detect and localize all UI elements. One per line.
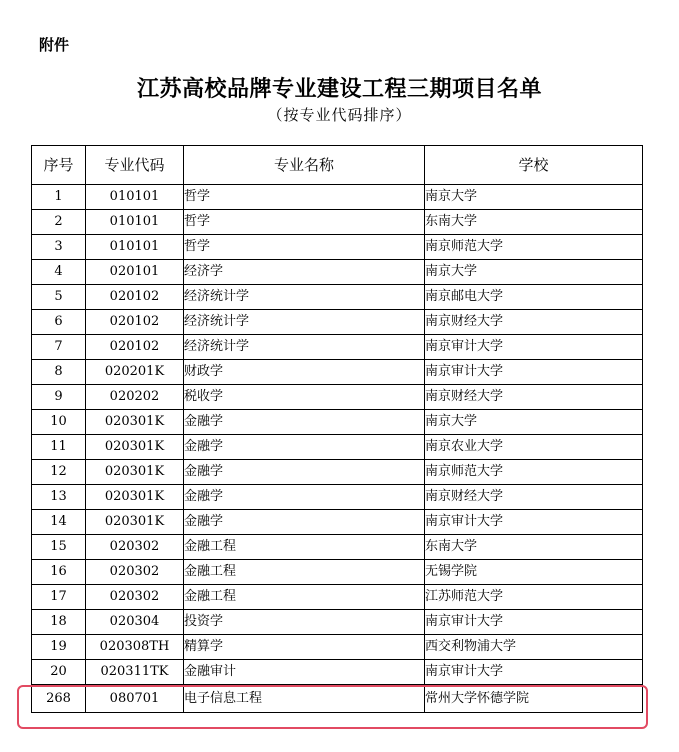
- row-major-name: 经济统计学: [184, 285, 425, 310]
- row-major-name: 哲学: [184, 185, 425, 210]
- row-school: 南京大学: [425, 185, 643, 210]
- row-major-code: 020301K: [86, 460, 184, 485]
- row-index: 14: [32, 510, 86, 535]
- table-row: [32, 235, 643, 260]
- row-major-name: 金融审计: [184, 660, 425, 685]
- table-row: [32, 360, 643, 385]
- table-row: [32, 285, 643, 310]
- row-index: 1: [32, 185, 86, 210]
- highlighted-table-row: [32, 685, 643, 713]
- table-row: [32, 485, 643, 510]
- row-index: 3: [32, 235, 86, 260]
- row-school: 南京师范大学: [425, 460, 643, 485]
- table-row: [32, 635, 643, 660]
- table-body: [32, 185, 643, 685]
- row-major-code: 020102: [86, 285, 184, 310]
- row-school: 东南大学: [425, 535, 643, 560]
- row-major-code: 020302: [86, 585, 184, 610]
- table-row: [32, 210, 643, 235]
- row-major-name: 精算学: [184, 635, 425, 660]
- row-school: 南京师范大学: [425, 235, 643, 260]
- row-major-code: 020301K: [86, 485, 184, 510]
- row-school: 南京大学: [425, 260, 643, 285]
- row-school: 常州大学怀德学院: [425, 685, 643, 713]
- header-index: 序号: [32, 146, 86, 185]
- row-major-name: 投资学: [184, 610, 425, 635]
- row-index: 15: [32, 535, 86, 560]
- row-school: 南京审计大学: [425, 335, 643, 360]
- row-school: 西交利物浦大学: [425, 635, 643, 660]
- table-row: [32, 560, 643, 585]
- table-row: [32, 460, 643, 485]
- row-school: 南京邮电大学: [425, 285, 643, 310]
- row-major-code: 010101: [86, 235, 184, 260]
- row-major-code: 010101: [86, 210, 184, 235]
- header-school: 学校: [425, 146, 643, 185]
- row-index: 9: [32, 385, 86, 410]
- row-major-name: 哲学: [184, 235, 425, 260]
- row-major-name: 经济学: [184, 260, 425, 285]
- project-list-table: [31, 145, 643, 713]
- row-index: 268: [32, 685, 86, 713]
- row-school: 南京农业大学: [425, 435, 643, 460]
- row-major-code: 020102: [86, 310, 184, 335]
- row-major-name: 金融工程: [184, 585, 425, 610]
- row-major-name: 金融学: [184, 410, 425, 435]
- table-row: [32, 435, 643, 460]
- row-index: 16: [32, 560, 86, 585]
- row-major-code: 020202: [86, 385, 184, 410]
- row-school: 南京大学: [425, 410, 643, 435]
- row-major-code: 020302: [86, 560, 184, 585]
- row-index: 6: [32, 310, 86, 335]
- row-index: 10: [32, 410, 86, 435]
- row-major-code: 010101: [86, 185, 184, 210]
- row-major-name: 财政学: [184, 360, 425, 385]
- row-major-name: 金融学: [184, 510, 425, 535]
- row-index: 13: [32, 485, 86, 510]
- row-index: 12: [32, 460, 86, 485]
- row-school: 江苏师范大学: [425, 585, 643, 610]
- row-index: 5: [32, 285, 86, 310]
- table-row: [32, 660, 643, 685]
- row-major-name: 电子信息工程: [184, 685, 425, 713]
- row-school: 南京财经大学: [425, 385, 643, 410]
- row-major-name: 金融学: [184, 435, 425, 460]
- row-index: 17: [32, 585, 86, 610]
- row-major-code: 080701: [86, 685, 184, 713]
- table-row: [32, 410, 643, 435]
- row-major-name: 哲学: [184, 210, 425, 235]
- header-major-name: 专业名称: [184, 146, 425, 185]
- document-title: 江苏高校品牌专业建设工程三期项目名单: [136, 76, 542, 102]
- row-major-name: 经济统计学: [184, 310, 425, 335]
- table-header-row: [32, 146, 643, 185]
- row-school: 南京财经大学: [425, 485, 643, 510]
- row-major-code: 020301K: [86, 410, 184, 435]
- row-index: 11: [32, 435, 86, 460]
- row-major-code: 020301K: [86, 510, 184, 535]
- row-index: 19: [32, 635, 86, 660]
- table-row: [32, 335, 643, 360]
- row-major-code: 020304: [86, 610, 184, 635]
- row-major-code: 020101: [86, 260, 184, 285]
- row-school: 南京审计大学: [425, 610, 643, 635]
- row-index: 20: [32, 660, 86, 685]
- row-school: 南京财经大学: [425, 310, 643, 335]
- table-row: [32, 385, 643, 410]
- table-row: [32, 185, 643, 210]
- row-index: 4: [32, 260, 86, 285]
- row-major-name: 金融工程: [184, 560, 425, 585]
- row-index: 18: [32, 610, 86, 635]
- row-school: 南京审计大学: [425, 360, 643, 385]
- document-subtitle: （按专业代码排序）: [267, 106, 412, 124]
- row-major-code: 020311TK: [86, 660, 184, 685]
- row-index: 2: [32, 210, 86, 235]
- row-school: 无锡学院: [425, 560, 643, 585]
- row-major-name: 税收学: [184, 385, 425, 410]
- row-major-code: 020302: [86, 535, 184, 560]
- table-row: [32, 585, 643, 610]
- row-index: 8: [32, 360, 86, 385]
- row-major-name: 金融学: [184, 460, 425, 485]
- row-school: 东南大学: [425, 210, 643, 235]
- row-school: 南京审计大学: [425, 510, 643, 535]
- row-major-code: 020308TH: [86, 635, 184, 660]
- row-major-code: 020102: [86, 335, 184, 360]
- attachment-label: 附件: [39, 36, 70, 54]
- row-major-code: 020301K: [86, 435, 184, 460]
- row-major-name: 经济统计学: [184, 335, 425, 360]
- header-major-code: 专业代码: [86, 146, 184, 185]
- table-row: [32, 535, 643, 560]
- row-school: 南京审计大学: [425, 660, 643, 685]
- row-index: 7: [32, 335, 86, 360]
- row-major-name: 金融学: [184, 485, 425, 510]
- row-major-name: 金融工程: [184, 535, 425, 560]
- table-row: [32, 510, 643, 535]
- table-row: [32, 610, 643, 635]
- row-major-code: 020201K: [86, 360, 184, 385]
- table-row: [32, 260, 643, 285]
- table-row: [32, 310, 643, 335]
